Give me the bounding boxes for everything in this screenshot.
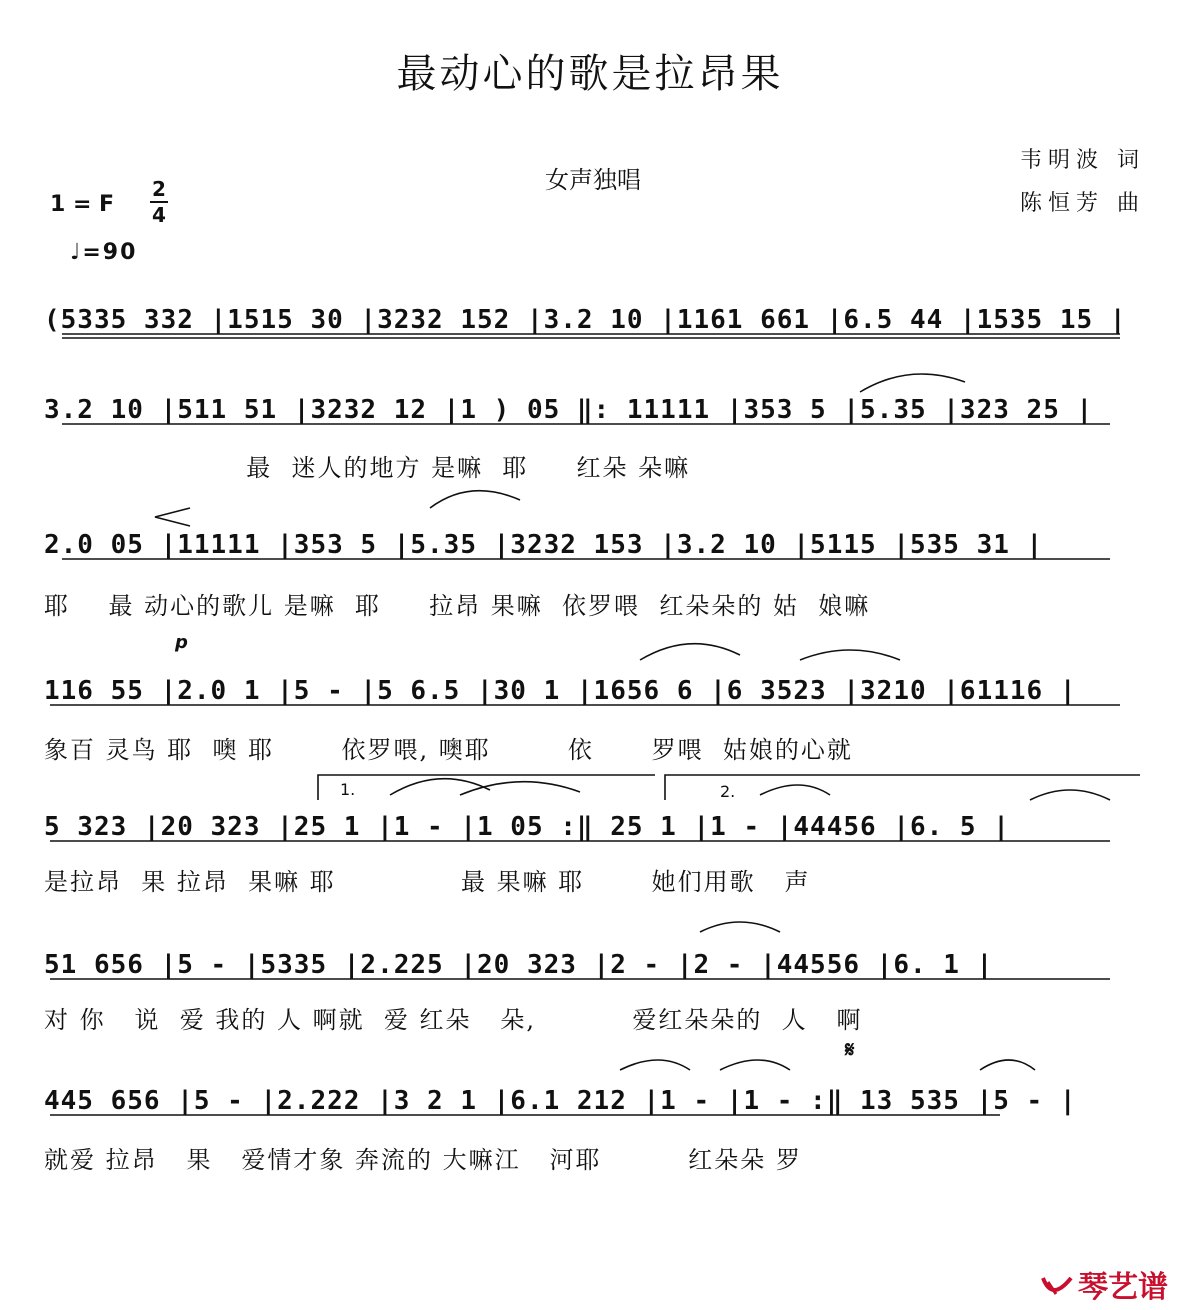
score-line-4-lyrics: 象百 灵鸟 耶 噢 耶 依罗喂, 噢耶 依 罗喂 姑娘的心就: [44, 736, 853, 764]
score-line-6-lyrics: 对 你 说 爱 我的 人 啊就 爱 红朵 朵, 爱红朵朵的 人 啊: [44, 1006, 863, 1034]
score-line-6-notes: 51 656 |5 - |5335 |2.225 |20 323 |2 - |2 - |44556 |6. 1 |: [44, 950, 994, 980]
score-line-2-lyrics: 最 迷人的地方 是嘛 耶 红朵 朵嘛: [44, 454, 691, 482]
watermark-logo: [1040, 1262, 1168, 1306]
tie-10: [620, 1060, 690, 1070]
performance-type: 女声独唱: [545, 166, 641, 194]
time-signature-bottom: 4: [152, 203, 166, 227]
tie-2: [430, 491, 520, 508]
tie-7: [760, 785, 830, 795]
watermark-icon: [1040, 1274, 1074, 1304]
watermark-text: 琴艺谱: [1078, 1270, 1168, 1305]
score-line-2-notes: 3.2 10 |511 51 |3232 12 |1 ) 05 ‖: 11111 |353 5 |5.35 |323 25 |: [44, 395, 1094, 425]
score-line-3-notes: 2.0 05 |11111 |353 5 |5.35 |3232 153 |3.2 10 |5115 |535 31 |: [44, 530, 1044, 560]
tie-12: [980, 1060, 1035, 1070]
lyricist-credit: 韦明波 词: [1020, 148, 1145, 173]
score-line-3-lyrics: 耶 最 动心的歌儿 是嘛 耶 拉昂 果嘛 依罗喂 红朵朵的 姑 娘嘛: [44, 592, 871, 620]
tie-1: [860, 374, 965, 392]
score-line-5-notes: 5 323 |20 323 |25 1 |1 - |1 05 :‖ 25 1 |1 - |44456 |6. 5 |: [44, 812, 1010, 842]
score-line-4-notes: 116 55 |2.0 1 |5 - |5 6.5 |30 1 |1656 6 |6 3523 |3210 |61116 |: [44, 676, 1077, 706]
segno-sign: 𝄋: [845, 1038, 855, 1063]
score-line-5-lyrics: 是拉昂 果 拉昂 果嘛 耶 最 果嘛 耶 她们用歌 声: [44, 868, 811, 896]
volta-bracket-2: [665, 775, 1140, 800]
dynamic-marking: p: [175, 632, 188, 653]
beam-line-1: [62, 334, 1120, 338]
time-signature-top: 2: [152, 177, 166, 201]
volta-first-ending: 1.: [340, 780, 356, 799]
tie-6: [460, 782, 580, 795]
tie-9: [700, 922, 780, 932]
tie-8: [1030, 790, 1110, 800]
tempo-marking: ♩=90: [70, 240, 138, 265]
tie-5: [390, 779, 490, 795]
song-title: 最动心的歌是拉昂果: [396, 51, 784, 97]
composer-credit: 陈恒芳 曲: [1020, 191, 1145, 216]
tie-11: [720, 1060, 790, 1070]
key-signature: 1 = F: [50, 192, 115, 217]
volta-second-ending: 2.: [720, 782, 736, 801]
score-line-1-notes: (5335 332 |1515 30 |3232 152 |3.2 10 |1161 661 |6.5 44 |1535 15 |: [44, 305, 1127, 335]
score-line-7-notes: 445 656 |5 - |2.222 |3 2 1 |6.1 212 |1 - |1 - :‖ 13 535 |5 - |: [44, 1086, 1077, 1116]
score-line-7-lyrics: 就爱 拉昂 果 爱情才象 奔流的 大嘛江 河耶 红朵朵 罗: [44, 1146, 802, 1174]
tie-4: [800, 650, 900, 660]
accent-wedge: [155, 508, 190, 526]
tie-3: [640, 644, 740, 660]
